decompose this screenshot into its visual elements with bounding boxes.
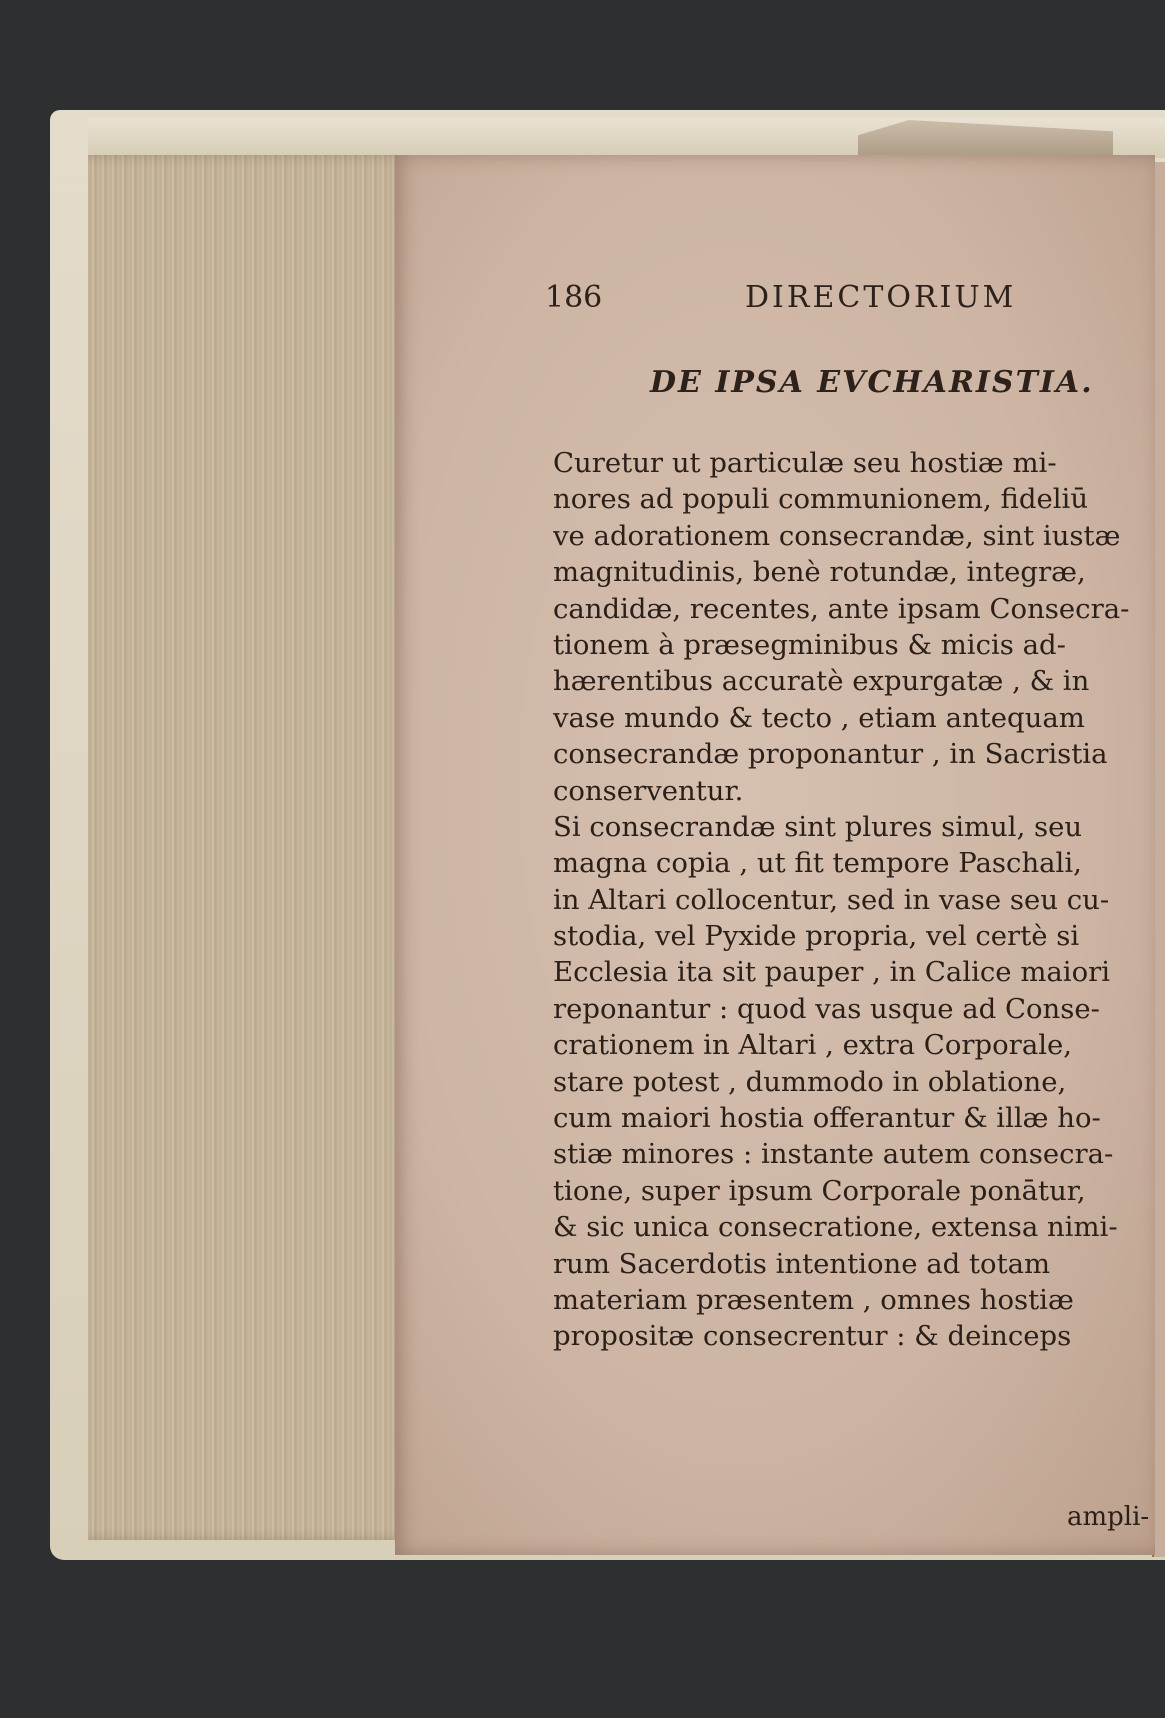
text-line: reponantur : quod vas usque ad Conse- <box>553 992 1100 1025</box>
book-page <box>395 155 1155 1555</box>
text-line: stiæ minores : instante autem consecra- <box>553 1138 1114 1171</box>
text-line: tionem à præsegminibus & micis ad- <box>553 628 1066 661</box>
catchword: ampli- <box>1067 1502 1150 1532</box>
running-title: DIRECTORIUM <box>745 280 1017 315</box>
text-line: candidæ, recentes, ante ipsam Consecra- <box>553 592 1130 625</box>
text-line: tione, super ipsum Corporale ponātur, <box>553 1174 1086 1207</box>
text-line: Si consecrandæ sint plures simul, seu <box>553 810 1083 843</box>
text-line: stare potest , dummodo in oblatione, <box>553 1065 1067 1098</box>
text-line: rum Sacerdotis intentione ad totam <box>553 1247 1051 1280</box>
body-text <box>553 445 1143 1355</box>
text-line: consecrandæ proponantur , in Sacristia <box>553 738 1108 771</box>
text-line: Curetur ut particulæ seu hostiæ mi- <box>553 447 1057 479</box>
text-line: & sic unica consecratione, extensa nimi- <box>553 1211 1118 1244</box>
text-line: magnitudinis, benè rotundæ, integræ, <box>553 556 1086 589</box>
text-line: materiam præsentem , omnes hostiæ <box>553 1283 1074 1316</box>
text-line: vase mundo & tecto , etiam antequam <box>553 701 1085 734</box>
text-line: in Altari collocentur, sed in vase seu cu- <box>553 883 1110 916</box>
page-number: 186 <box>545 280 603 315</box>
text-line: stodia, vel Pyxide propria, vel certè si <box>553 920 1080 953</box>
page-edges <box>88 155 408 1540</box>
running-head <box>545 280 1025 320</box>
text-line: ve adorationem consecrandæ, sint iustæ <box>553 519 1121 552</box>
text-line: propositæ consecrentur : & deinceps <box>553 1320 1072 1353</box>
text-line: magna copia , ut fit tempore Paschali, <box>553 847 1082 880</box>
text-line: nores ad populi communionem, fideliū <box>553 483 1089 516</box>
text-line: cum maiori hostia offerantur & illæ ho- <box>553 1102 1101 1135</box>
text-line: Ecclesia ita sit pauper , in Calice maiori <box>553 956 1111 989</box>
book <box>50 110 1165 1565</box>
text-line: conserventur. <box>553 774 744 807</box>
text-line: hærentibus accuratè expurgatæ , & in <box>553 665 1090 698</box>
text-line: crationem in Altari , extra Corporale, <box>553 1029 1073 1062</box>
section-title: DE IPSA EVCHARISTIA. <box>650 365 1094 400</box>
